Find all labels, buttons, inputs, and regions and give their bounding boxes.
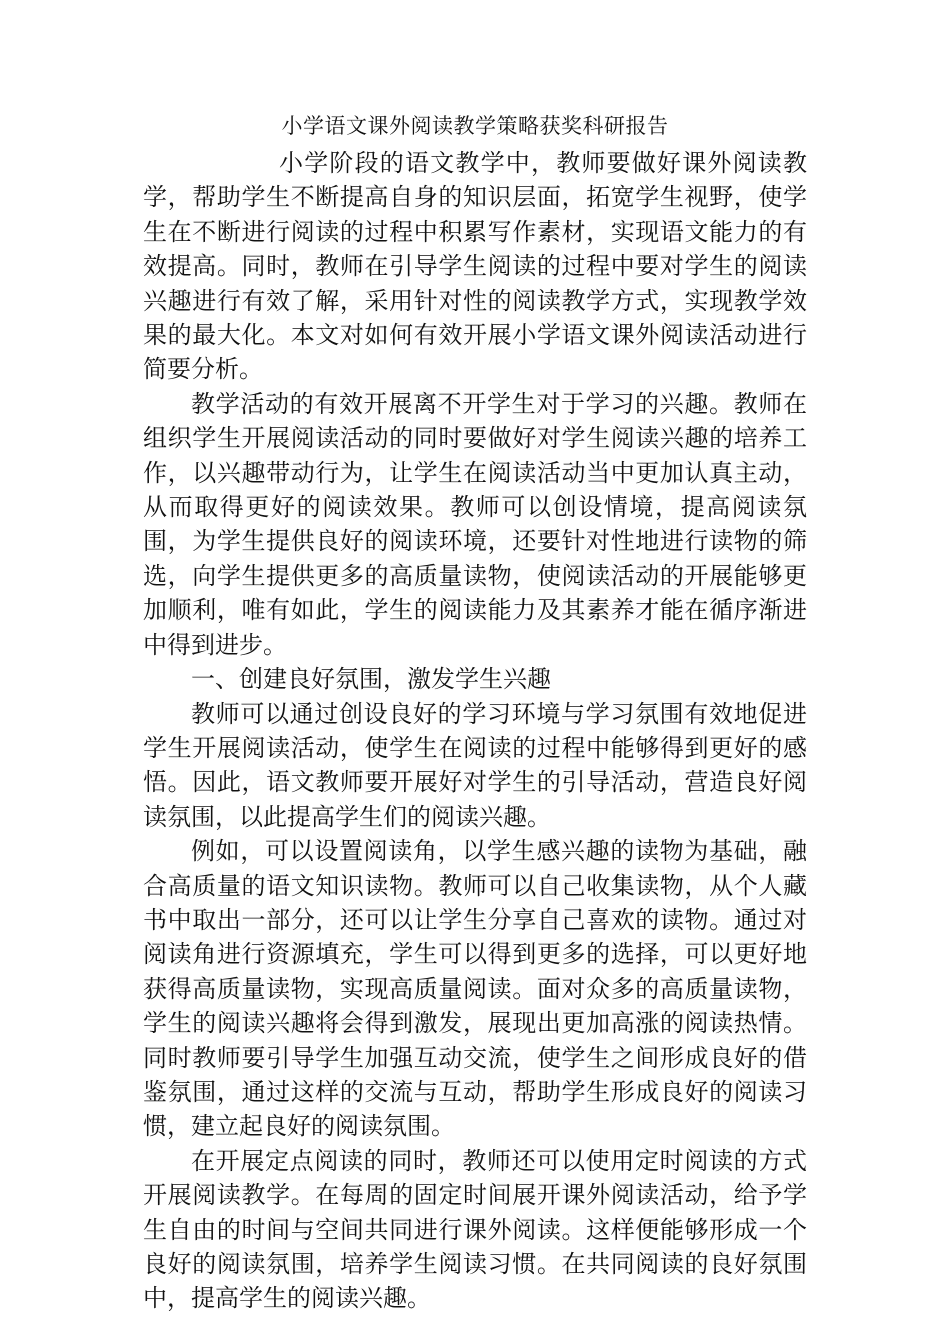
- document-body: [143, 146, 807, 1316]
- paragraph: 在开展定点阅读的同时，教师还可以使用定时阅读的方式开展阅读教学。在每周的固定时间展开课外阅读活动，给予学生自由的时间与空间共同进行课外阅读。这样便能够形成一个良好的阅读氛围，培养学生阅读习惯。在共同阅读的良好氛围中，提高学生的阅读兴趣。: [143, 1146, 807, 1313]
- paragraph: 例如，可以设置阅读角，以学生感兴趣的读物为基础，融合高质量的语文知识读物。教师可以自己收集读物，从个人藏书中取出一部分，还可以让学生分享自己喜欢的读物。通过对阅读角进行资源填充，学生可以得到更多的选择，可以更好地获得高质量读物，实现高质量阅读。面对众多的高质量读物，学生的阅读兴趣将会得到激发，展现出更加高涨的阅读热情。同时教师要引导学生加强互动交流，使学生之间形成良好的借鉴氛围，通过这样的交流与互动，帮助学生形成良好的阅读习惯，建立起良好的阅读氛围。: [143, 837, 807, 1141]
- paragraph: 教师可以通过创设良好的学习环境与学习氛围有效地促进学生开展阅读活动，使学生在阅读的过程中能够得到更好的感悟。因此，语文教师要开展好对学生的引导活动，营造良好阅读氛围，以此提高学生们的阅读兴趣。: [143, 699, 807, 831]
- document-title: 小学语文课外阅读教学策略获奖科研报告: [281, 114, 669, 138]
- section-heading: 一、创建良好氛围，激发学生兴趣: [191, 665, 551, 694]
- paragraph-intro: 小学阶段的语文教学中，教师要做好课外阅读教学，帮助学生不断提高自身的知识层面，拓宽学生视野，使学生在不断进行阅读的过程中积累写作素材，实现语文能力的有效提高。同时，教师在引导学生阅读的过程中要对学生的阅读兴趣进行有效了解，采用针对性的阅读教学方式，实现教学效果的最大化。本文对如何有效开展小学语文课外阅读活动进行简要分析。: [143, 149, 807, 384]
- paragraph: 教学活动的有效开展离不开学生对于学习的兴趣。教师在组织学生开展阅读活动的同时要做好对学生阅读兴趣的培养工作，以兴趣带动行为，让学生在阅读活动当中更加认真主动，从而取得更好的阅读效果。教师可以创设情境，提高阅读氛围，为学生提供良好的阅读环境，还要针对性地进行读物的筛选，向学生提供更多的高质量读物，使阅读活动的开展能够更加顺利，唯有如此，学生的阅读能力及其素养才能在循序渐进中得到进步。: [143, 389, 807, 659]
